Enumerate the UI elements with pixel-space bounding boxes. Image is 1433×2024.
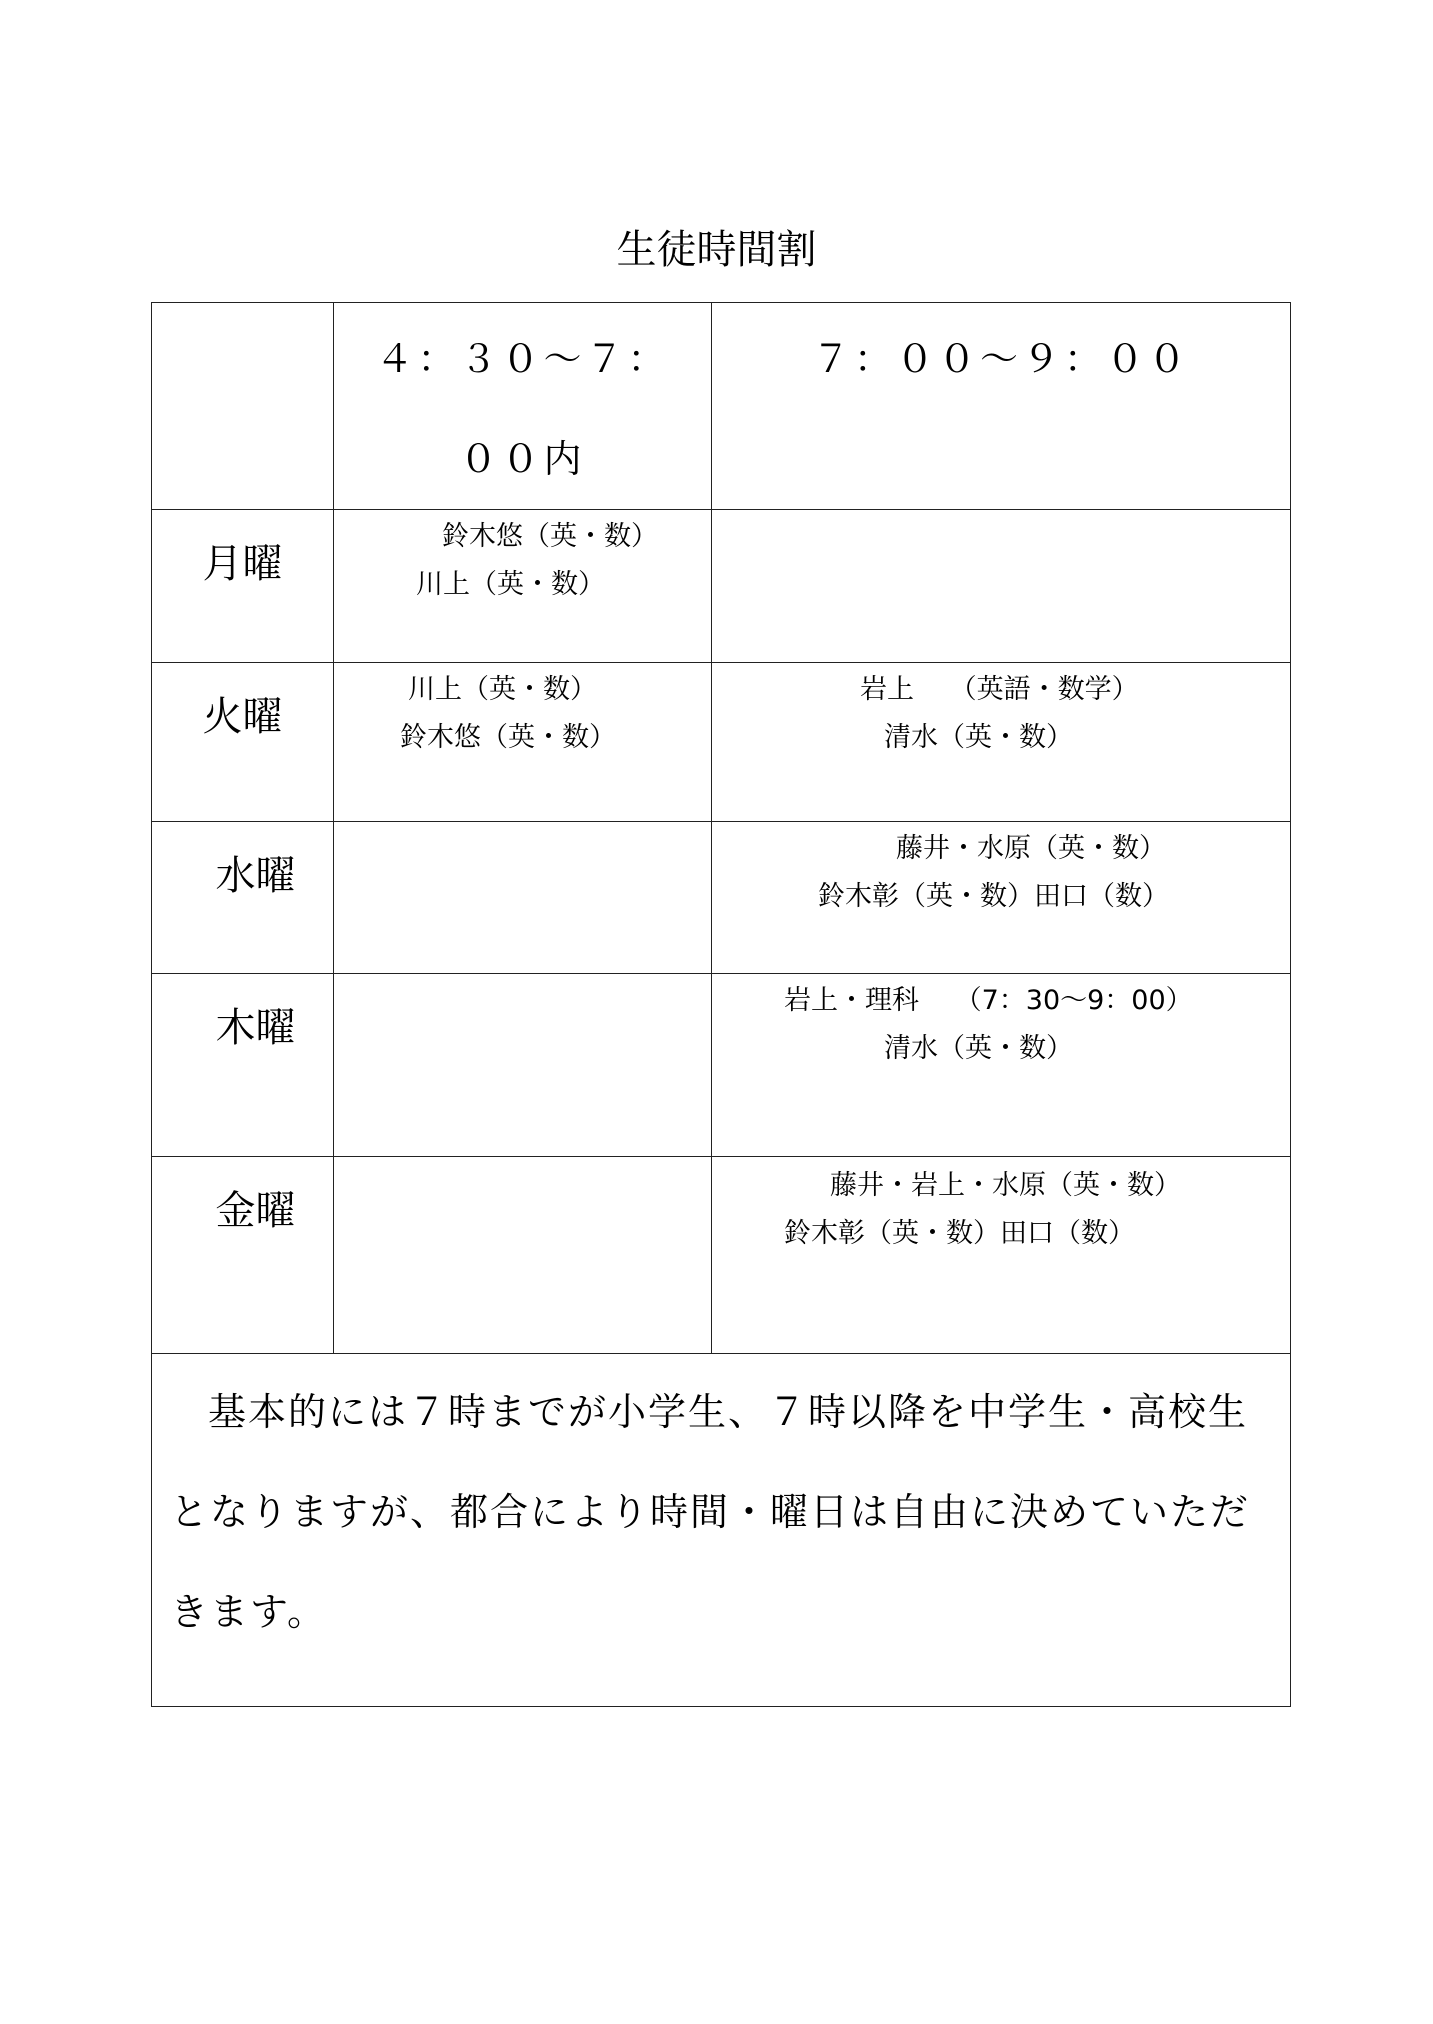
early-slot-label: ４：３０〜７：００内 bbox=[375, 337, 670, 481]
late-slot-line-1: 藤井・水原（英・数） bbox=[896, 833, 1166, 864]
early-slot-cell bbox=[334, 663, 712, 822]
late-slot-cell bbox=[712, 974, 1291, 1157]
early-slot-line-1: 鈴木悠（英・数） bbox=[442, 521, 658, 552]
late-slot-label: ７：００〜９：００ bbox=[811, 337, 1190, 381]
page-title: 生徒時間割 bbox=[616, 227, 817, 273]
late-slot-cell bbox=[712, 822, 1291, 974]
early-slot-line-2: 川上（英・数） bbox=[416, 569, 605, 600]
late-slot-cell bbox=[712, 510, 1291, 663]
table-row-friday bbox=[152, 1157, 1291, 1354]
table-row-tuesday bbox=[152, 663, 1291, 822]
early-slot-cell bbox=[334, 1157, 712, 1354]
late-slot-line-1: 岩上 （英語・数学） bbox=[860, 674, 1139, 705]
table-row-monday bbox=[152, 510, 1291, 663]
day-cell bbox=[152, 510, 334, 663]
late-slot-line-1: 藤井・岩上・水原（英・数） bbox=[830, 1170, 1181, 1201]
early-slot-line-1: 川上（英・数） bbox=[408, 674, 597, 705]
day-cell bbox=[152, 974, 334, 1157]
day-cell bbox=[152, 822, 334, 974]
day-label-thursday: 木曜 bbox=[215, 1005, 296, 1051]
table-row-wednesday bbox=[152, 822, 1291, 974]
table-row-note bbox=[152, 1354, 1291, 1707]
header-corner-cell bbox=[152, 303, 334, 510]
header-early-slot-cell bbox=[334, 303, 712, 510]
late-slot-line-2: 鈴木彰（英・数）田口（数） bbox=[784, 1218, 1135, 1249]
note-cell bbox=[152, 1354, 1291, 1707]
day-cell bbox=[152, 1157, 334, 1354]
day-label-monday: 月曜 bbox=[202, 541, 283, 587]
schedule-table bbox=[151, 302, 1291, 1707]
late-slot-line-2: 清水（英・数） bbox=[884, 1033, 1073, 1064]
header-late-slot-cell bbox=[712, 303, 1291, 510]
late-slot-line-2: 鈴木彰（英・数）田口（数） bbox=[818, 881, 1169, 912]
day-label-wednesday: 水曜 bbox=[215, 853, 296, 899]
late-slot-line-2: 清水（英・数） bbox=[884, 722, 1073, 753]
day-cell bbox=[152, 663, 334, 822]
late-slot-cell bbox=[712, 663, 1291, 822]
early-slot-cell bbox=[334, 822, 712, 974]
day-label-tuesday: 火曜 bbox=[202, 694, 283, 740]
early-slot-cell bbox=[334, 974, 712, 1157]
late-slot-line-1: 岩上・理科 （7：30〜9：00） bbox=[784, 985, 1193, 1016]
early-slot-line-2: 鈴木悠（英・数） bbox=[400, 722, 616, 753]
note-text: 基本的には７時までが小学生、７時以降を中学生・高校生となりますが、都合により時間・曜日は自由に決めていただきます。 bbox=[170, 1390, 1251, 1634]
day-label-friday: 金曜 bbox=[215, 1188, 296, 1234]
early-slot-cell bbox=[334, 510, 712, 663]
table-header-row bbox=[152, 303, 1291, 510]
table-row-thursday bbox=[152, 974, 1291, 1157]
late-slot-cell bbox=[712, 1157, 1291, 1354]
